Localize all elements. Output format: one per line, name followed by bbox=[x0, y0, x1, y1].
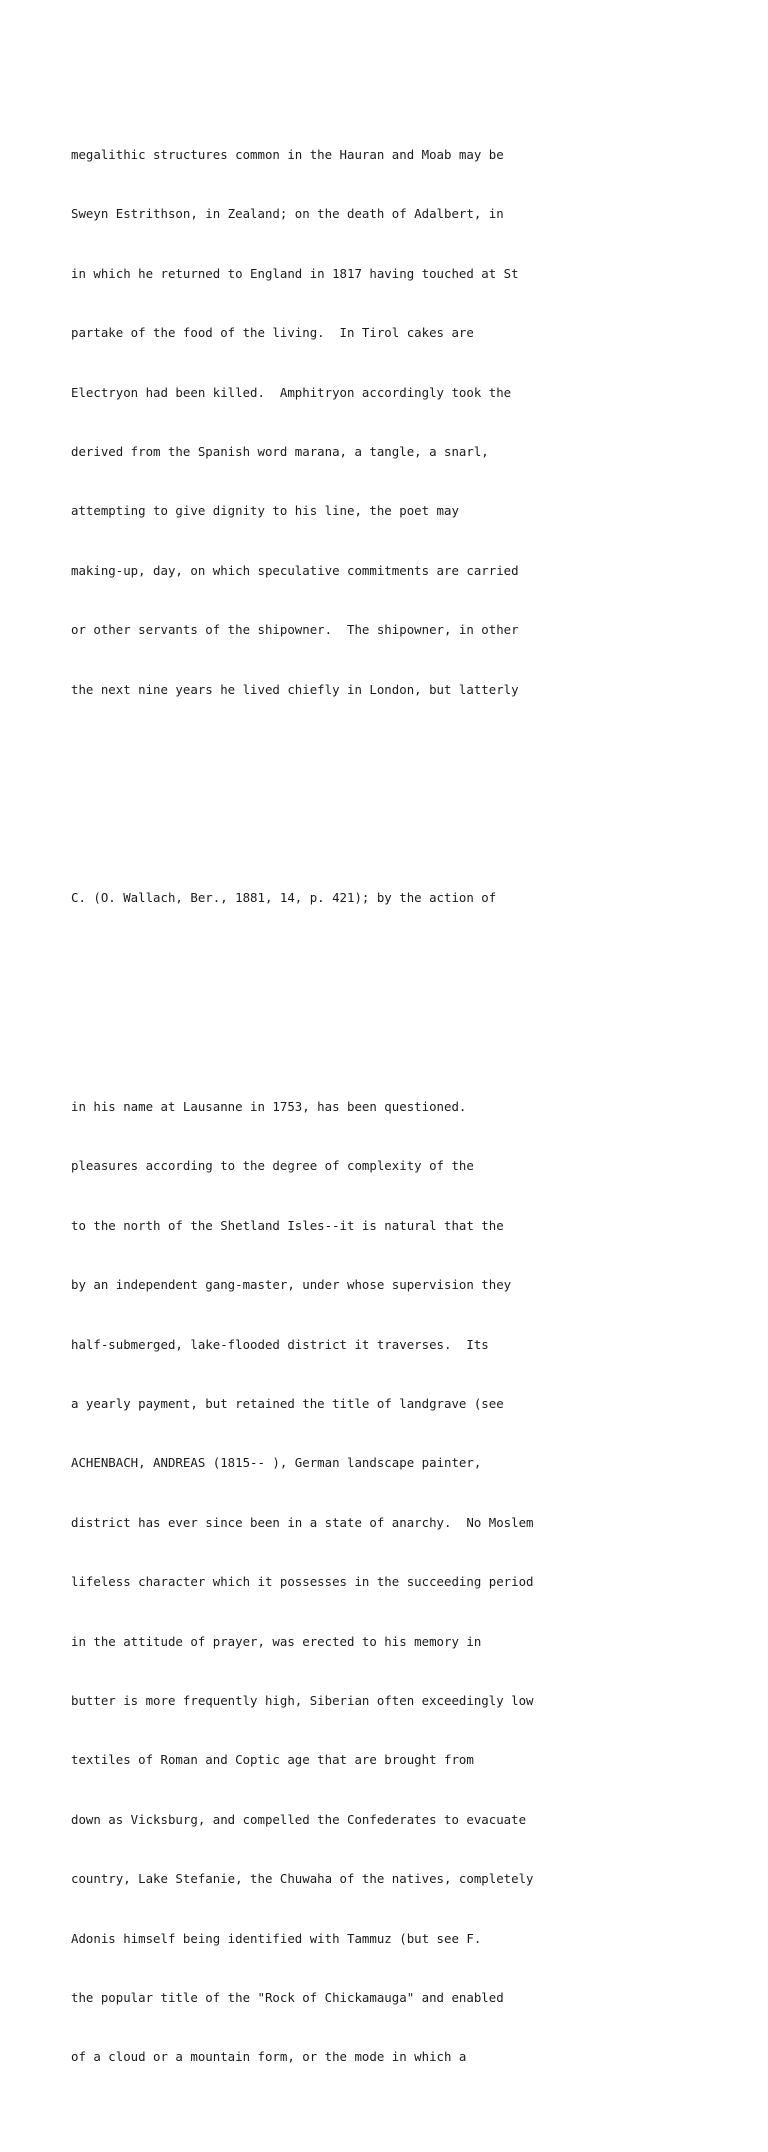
text-line: the popular title of the "Rock of Chickamauga" and enabled bbox=[71, 1989, 504, 2005]
text-line: derived from the Spanish word marana, a tangle, a snarl, bbox=[71, 443, 489, 459]
text-line: in the attitude of prayer, was erected to his memory in bbox=[71, 1633, 482, 1649]
text-line: megalithic structures common in the Hauran and Moab may be bbox=[71, 147, 504, 162]
text-line: pleasures according to the degree of complexity of the bbox=[71, 1158, 474, 1174]
text-line: a yearly payment, but retained the title of landgrave (see bbox=[71, 1396, 504, 1412]
text-line: to the north of the Shetland Isles--it is natural that the bbox=[71, 1217, 504, 1233]
text-line: butter is more frequently high, Siberian often exceedingly low bbox=[71, 1692, 534, 1708]
paragraph bbox=[71, 858, 534, 947]
text-line: half-submerged, lake-flooded district it traverses. Its bbox=[71, 1336, 489, 1352]
document-body bbox=[71, 70, 534, 2152]
text-line: Electryon had been killed. Amphitryon accordingly took the bbox=[71, 384, 512, 400]
text-line: district has ever since been in a state of anarchy. No Moslem bbox=[71, 1514, 534, 1530]
text-line: by an independent gang-master, under whose supervision they bbox=[71, 1277, 512, 1293]
text-line: Sweyn Estrithson, in Zealand; on the death of Adalbert, in bbox=[71, 206, 504, 222]
paragraph-spacer bbox=[71, 784, 534, 813]
text-line: lifeless character which it possesses in the succeeding period bbox=[71, 1574, 534, 1590]
text-line: or other servants of the shipowner. The shipowner, in other bbox=[71, 622, 519, 638]
text-line: C. (O. Wallach, Ber., 1881, 14, p. 421); by the action of bbox=[71, 890, 497, 906]
text-line: Adonis himself being identified with Tammuz (but see F. bbox=[71, 1930, 482, 1946]
text-line: textiles of Roman and Coptic age that are brought from bbox=[71, 1752, 474, 1768]
text-line: ACHENBACH, ANDREAS (1815-- ), German landscape painter, bbox=[71, 1455, 482, 1471]
text-line: attempting to give dignity to his line, the poet may bbox=[71, 503, 459, 519]
text-line: the next nine years he lived chiefly in London, but latterly bbox=[71, 681, 519, 697]
text-line: country, Lake Stefanie, the Chuwaha of the natives, completely bbox=[71, 1871, 534, 1887]
text-line: in his name at Lausanne in 1753, has been questioned. bbox=[71, 1099, 467, 1115]
paragraph bbox=[71, 115, 534, 739]
text-line: of a cloud or a mountain form, or the mode in which a bbox=[71, 2049, 467, 2065]
text-line: partake of the food of the living. In Tirol cakes are bbox=[71, 325, 474, 341]
text-line: in which he returned to England in 1817 having touched at St bbox=[71, 265, 519, 281]
text-line: down as Vicksburg, and compelled the Confederates to evacuate bbox=[71, 1811, 527, 1827]
paragraph-spacer bbox=[71, 993, 534, 1022]
paragraph bbox=[71, 1067, 534, 2107]
text-line: making-up, day, on which speculative commitments are carried bbox=[71, 562, 519, 578]
